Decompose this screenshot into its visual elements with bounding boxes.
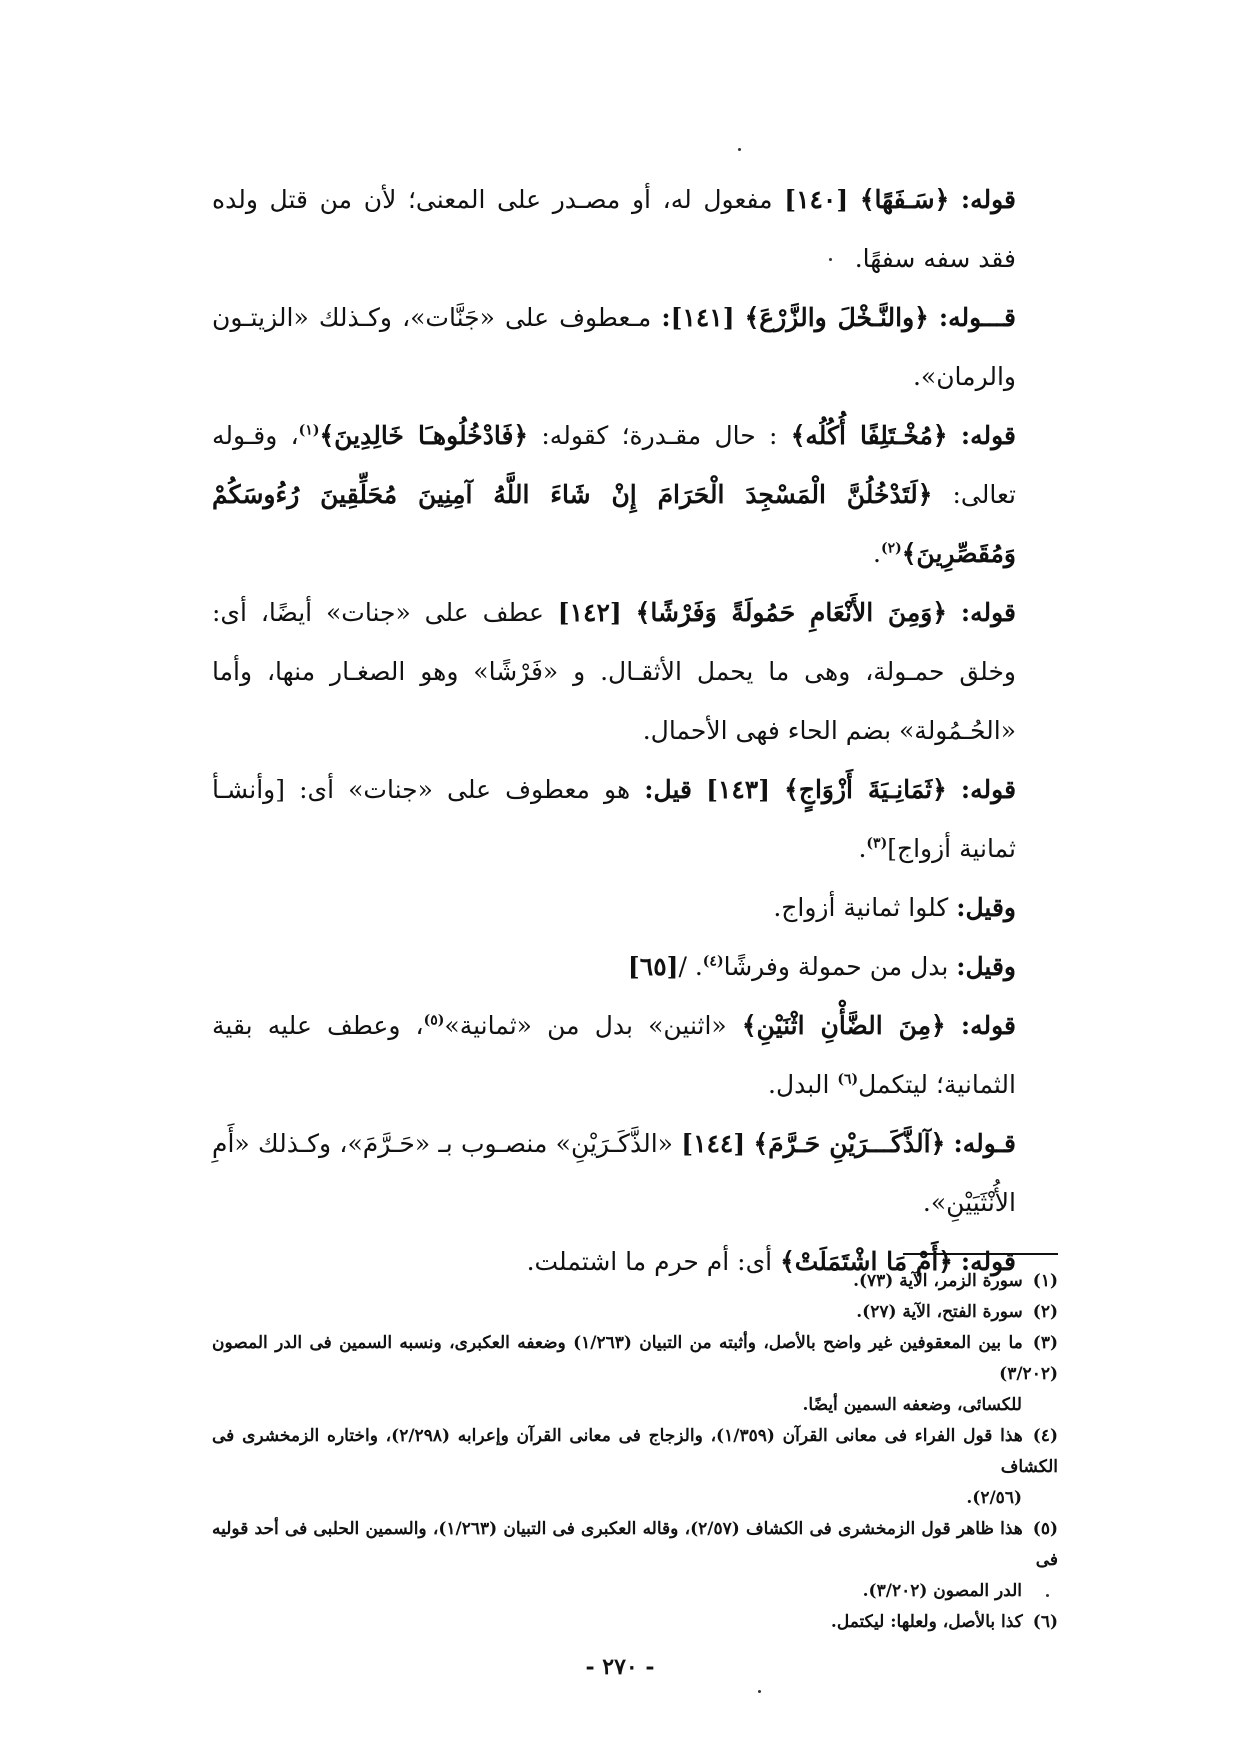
lead-word: قوله: (960, 775, 1017, 804)
footnote-marker: (٤) (702, 953, 724, 970)
lead-word: قوله: (960, 1247, 1016, 1276)
lead-word: قوله: (960, 1011, 1016, 1040)
paragraph-qila-2 (212, 937, 1058, 996)
page-number: - ٢٧٠ - (585, 1654, 655, 1680)
footnote-text: هذا ظاهر قول الزمخشرى فى الكشاف (٢/٥٧)، وقاله العكبرى فى التبيان (١/٢٦٣)، والسمين الحلبى فى أحد قوليه فى (212, 1519, 1058, 1570)
lead-word: قوله: (960, 185, 1016, 214)
footnote-text: هذا قول الفراء فى معانى القرآن (١/٣٥٩)، والزجاج فى معانى القرآن وإعرابه (٢/٢٩٨)، واختاره الزمخشرى فى الكشاف (212, 1426, 1058, 1477)
paragraph-text-2: ، وقـوله تعالى: (212, 421, 1017, 509)
paragraph-text: عطف على «جنات» أيضًا، أى: وخلق حمـولة، وهى ما يحمل الأثقـال. و «فَرْشًا» وهو الصغـار منها، وأما «الحُـمُولة» بضم الحاء فهى الأحمال. (212, 598, 1016, 745)
quran-quote: ﴿ثَمَانِـيَةَ أَزْوَاجٍ﴾ (784, 775, 947, 804)
paragraph-text: «اثنين» بدل من «ثمانية» (444, 1011, 727, 1040)
paragraph-text-3: . (873, 539, 881, 568)
quran-quote: ﴿آلذَّكَـــرَيْنِ حَـرَّمَ﴾ (753, 1129, 946, 1158)
quran-quote: ﴿مِنَ الضَّأْنِ اثْنَيْنِ﴾ (741, 1011, 946, 1040)
quran-quote: ﴿سَـفَهًا﴾ (859, 185, 950, 214)
scan-speck (758, 1690, 761, 1693)
footnote (212, 1266, 1058, 1297)
quran-quote-3: ﴿لَتَدْخُلُنَّ الْمَسْجِدَ الْحَرَامَ إِنْ شَاءَ اللَّهُ آمِنِينَ مُحَلِّقِينَ رُءُوسَكُمْ وَمُقَصِّرِينَ﴾ (212, 480, 1016, 568)
footnote-number: (٢) (1032, 1302, 1058, 1322)
footnote-text: ما بين المعقوفين غير واضح بالأصل، وأثبته من التبيان (١/٢٦٣) وضعفه العكبرى، ونسبه السمين فى الدر المصون (٣/٢٠٢) (212, 1333, 1058, 1384)
paragraph-text: : حال مقـدرة؛ كقوله: (541, 421, 778, 450)
lead-word-2: قيل: (644, 775, 692, 804)
verse-ref: [١٤١]: (661, 303, 735, 332)
quran-quote: ﴿وَمِنَ الأَنْعَامِ حَمُولَةً وَفَرْشًا﴾ (635, 598, 947, 627)
paragraph-141 (212, 288, 1058, 406)
footnotes (212, 1266, 1058, 1638)
paragraph-144 (212, 1114, 1058, 1232)
paragraph-text: مفعول له، أو مصـدر على المعنى؛ لأن من قتل ولده فقد سفه سفهًا. (212, 185, 1016, 273)
main-text (212, 170, 1058, 1291)
paragraph-142 (212, 583, 1058, 760)
paragraph-text-2: ، وعطف عليه بقية الثمانية؛ ليتكمل (212, 1011, 1016, 1099)
paragraph-qila-1 (212, 878, 1058, 937)
paragraph-dhaan (212, 996, 1058, 1114)
footnote-continuation: الدر المصون (٣/٢٠٢). (862, 1581, 1022, 1601)
paragraph-140 (212, 170, 1058, 288)
footnote-marker-2: (٦) (837, 1071, 859, 1088)
paragraph-text: أى: أم حرم ما اشتملت. (526, 1247, 773, 1276)
footnote-number: (٦) (1032, 1612, 1058, 1632)
footnote-marker: (٥) (423, 1012, 445, 1029)
footnote-number: (٥) (1032, 1519, 1058, 1539)
footnote (212, 1607, 1058, 1638)
footnote-text: سورة الفتح، الآية (٢٧). (856, 1302, 1023, 1322)
scan-speck (1046, 1594, 1049, 1597)
scan-speck (829, 258, 832, 261)
quran-quote-2: ﴿فَادْخُلُوهـَا خَالِدِينَ﴾ (319, 421, 529, 450)
footnote-marker-2: (٢) (880, 540, 902, 557)
footnote-number: (١) (1032, 1271, 1058, 1291)
quran-quote: ﴿مُخْـتَلِفًا أُكُلُه﴾ (790, 421, 948, 450)
footnote-continuation: (٢/٥٦). (966, 1488, 1022, 1508)
footnote-continuation: للكسائى، وضعفه السمين أيضًا. (802, 1395, 1022, 1415)
paragraph-143 (212, 760, 1058, 878)
lead-word: قوله: (960, 421, 1017, 450)
paragraph-text-2: . (858, 834, 867, 863)
footnote (212, 1514, 1058, 1607)
footnote (212, 1328, 1058, 1421)
paragraph-text: مـعطوف على «جَنَّات»، وكـذلك «الزيتـون والرمان». (212, 303, 1016, 391)
footnote (212, 1297, 1058, 1328)
quran-quote: ﴿والنَّـخْلَ والزَّرْعَ﴾ (744, 303, 929, 332)
verse-ref: [١٤٠] (784, 185, 849, 214)
verse-ref: [١٤٢] (557, 598, 622, 627)
lead-word: وقيل: (956, 893, 1016, 922)
lead-word: قوله: (960, 598, 1016, 627)
paragraph-text-2: . / (678, 952, 703, 981)
verse-ref: [١٤٣] (706, 775, 771, 804)
footnote-marker: (١) (298, 422, 320, 439)
page-ref: [٦٥] (627, 952, 679, 981)
footnote-number: (٤) (1032, 1426, 1058, 1446)
paragraph-text: هو معطوف على «جنات» أى: [وأنشـأ ثمانية أزواج] (212, 775, 1016, 863)
footnote-text: كذا بالأصل، ولعلها: ليكتمل. (830, 1612, 1023, 1632)
lead-word: قـــوله: (938, 303, 1017, 332)
scan-speck (738, 148, 741, 151)
footnote (212, 1421, 1058, 1514)
verse-ref: [١٤٤] (681, 1129, 746, 1158)
lead-word: قـوله: (953, 1129, 1016, 1158)
paragraph-text-3: البدل. (768, 1070, 830, 1099)
paragraph-text: كلوا ثمانية أزواج. (773, 893, 949, 922)
footnote-text: سورة الزمر، الآية (٧٣). (853, 1271, 1023, 1291)
paragraph-text: «الذَّكَـرَيْنِ» منصـوب بـ «حَـرَّمَ»، وكـذلك «أَمِ الأُنْثَيَيْنِ». (212, 1129, 1016, 1217)
paragraph-text: بدل من حمولة وفرشًا (723, 952, 949, 981)
footnote-number: (٣) (1032, 1333, 1058, 1353)
footnote-marker: (٣) (866, 835, 888, 852)
quran-quote: ﴿أَمْ مَا اشْتَمَلَتْ﴾ (780, 1247, 953, 1276)
paragraph-141-b (212, 406, 1058, 583)
lead-word: وقيل: (956, 952, 1016, 981)
footnote-separator (903, 1253, 1058, 1255)
